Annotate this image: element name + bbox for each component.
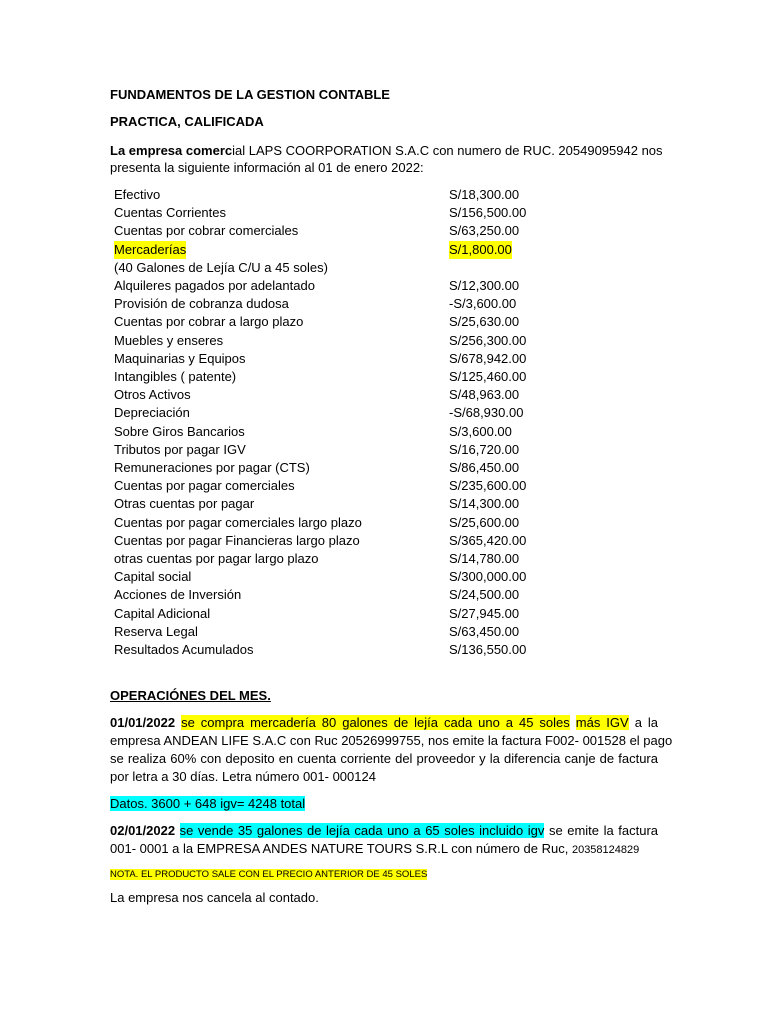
op1-date: 01/01/2022 [110, 715, 176, 730]
op2-line-2-text: 001- 0001 a la EMPRESA ANDES NATURE TOURS S.R.L con número de Ruc, [110, 841, 569, 856]
account-name: Otros Activos [114, 387, 191, 403]
operation-1 [110, 714, 673, 786]
account-amount: S/24,500.00 [449, 587, 520, 603]
intro-bold: La empresa comerc [110, 143, 233, 158]
account-name: Cuentas por cobrar a largo plazo [114, 314, 304, 330]
account-row [114, 332, 544, 350]
op2-date: 02/01/2022 [110, 823, 176, 838]
account-name: Cuentas por pagar comerciales largo plazo [114, 514, 362, 530]
account-name: Sobre Giros Bancarios [114, 423, 245, 439]
account-name: Reserva Legal [114, 623, 198, 639]
account-name: Muebles y enseres [114, 332, 224, 348]
account-name: Alquileres pagados por adelantado [114, 278, 315, 293]
account-name: Remuneraciones por pagar (CTS) [114, 460, 310, 475]
account-amount: S/235,600.00 [449, 478, 527, 494]
op2-ruc: 20358124829 [571, 844, 640, 856]
account-amount: S/156,500.00 [449, 205, 527, 221]
account-row [114, 623, 544, 641]
account-row [114, 605, 544, 623]
account-name: Acciones de Inversión [114, 587, 242, 603]
account-name: Intangibles ( patente) [114, 369, 237, 384]
account-amount: S/16,720.00 [449, 441, 520, 457]
account-row [114, 313, 544, 331]
intro-line-2: presenta la siguiente información al 01 de enero 2022: [110, 160, 424, 175]
account-row [114, 295, 544, 313]
account-name: Tributos por pagar IGV [114, 441, 246, 457]
account-name: Cuentas por pagar Financieras largo plazo [114, 532, 360, 548]
account-row [114, 277, 544, 295]
account-name: Cuentas por pagar comerciales [114, 478, 295, 494]
account-row [114, 241, 544, 259]
account-row [114, 368, 544, 386]
account-amount: S/14,300.00 [449, 496, 520, 512]
account-amount: S/18,300.00 [449, 187, 520, 202]
account-amount: S/678,942.00 [449, 350, 527, 366]
account-amount: -S/68,930.00 [449, 405, 524, 421]
account-name: Cuentas por cobrar comerciales [114, 223, 299, 239]
op1-tail: a la [634, 715, 659, 730]
account-amount: S/256,300.00 [449, 332, 527, 348]
account-row [114, 641, 544, 659]
op1-highlight-purchase: se compra mercadería 80 galones de lejía cada uno a 45 soles [181, 715, 570, 730]
account-amount: S/25,600.00 [449, 514, 520, 530]
operations-heading: OPERACIÓNES DEL MES. [110, 688, 271, 703]
account-amount: S/1,800.00 [449, 241, 512, 257]
account-amount: S/27,945.00 [449, 605, 520, 621]
account-amount: S/86,450.00 [449, 460, 520, 475]
account-row [114, 423, 544, 441]
op2-nota [110, 866, 427, 882]
account-name: Cuentas Corrientes [114, 205, 226, 221]
intro-rest: ial LAPS COORPORATION S.A.C con numero de RUC. 20549095942 nos [232, 143, 663, 158]
account-row [114, 386, 544, 404]
op2-tail: se emite la factura [548, 823, 658, 838]
account-row [114, 441, 544, 459]
op2-highlight-sale: se vende 35 galones de lejía cada uno a 65 soles incluido igv [179, 823, 545, 838]
account-row [114, 459, 544, 477]
account-amount: S/63,250.00 [449, 223, 520, 239]
account-row [114, 404, 544, 422]
account-amount: S/25,630.00 [449, 314, 520, 330]
op2-line-2 [110, 840, 658, 859]
document-title: FUNDAMENTOS DE LA GESTION CONTABLE [110, 87, 390, 102]
op1-datos [110, 795, 305, 813]
account-amount: S/365,420.00 [449, 532, 527, 548]
op1-highlight-igv: más IGV [575, 715, 629, 730]
operation-2 [110, 822, 658, 859]
op1-datos-text: Datos. 3600 + 648 igv= 4248 total [110, 796, 306, 811]
document-subtitle: PRACTICA, CALIFICADA [110, 114, 264, 129]
account-amount: S/63,450.00 [449, 623, 520, 639]
op2-nota-text: NOTA. EL PRODUCTO SALE CON EL PRECIO ANTERIOR DE 45 SOLES [110, 869, 428, 880]
account-row [114, 586, 544, 604]
account-amount: S/125,460.00 [449, 369, 527, 384]
account-name: otras cuentas por pagar largo plazo [114, 551, 319, 566]
account-row [114, 477, 544, 495]
intro-paragraph [110, 142, 663, 176]
op1-line-2: empresa ANDEAN LIFE S.A.C con Ruc 20526999755, nos emite la factura F002- 001528 el pago [110, 733, 673, 748]
account-amount: S/300,000.00 [449, 569, 527, 585]
op2-closing: La empresa nos cancela al contado. [110, 890, 319, 905]
account-row [114, 204, 544, 222]
intro-line-1 [110, 142, 663, 159]
account-amount: S/48,963.00 [449, 387, 520, 403]
op1-line-3: se realiza 60% con deposito en cuenta corriente del proveedor y la diferencia canje de factura [110, 751, 658, 766]
account-amount: S/3,600.00 [449, 423, 512, 439]
account-amount: S/12,300.00 [449, 278, 520, 293]
account-name: Maquinarias y Equipos [114, 350, 246, 366]
op1-line-4: por letra a 30 días. Letra número 001- 000124 [110, 769, 376, 784]
account-row [114, 568, 544, 586]
account-row [114, 186, 544, 204]
account-row [114, 550, 544, 568]
op1-line-1 [110, 714, 658, 732]
account-row [114, 222, 544, 240]
account-name: Depreciación [114, 405, 190, 421]
account-name: Capital Adicional [114, 605, 211, 621]
account-row [114, 259, 544, 277]
account-name: (40 Galones de Lejía C/U a 45 soles) [114, 259, 328, 275]
account-amount: -S/3,600.00 [449, 296, 517, 312]
account-name: Mercaderías [114, 241, 187, 257]
op2-line-1 [110, 822, 658, 840]
account-row [114, 350, 544, 368]
account-amount: S/136,550.00 [449, 642, 527, 657]
account-row [114, 495, 544, 513]
account-row [114, 514, 544, 532]
account-row [114, 532, 544, 550]
account-name: Capital social [114, 569, 192, 585]
account-name: Provisión de cobranza dudosa [114, 296, 289, 312]
account-name: Resultados Acumulados [114, 642, 254, 657]
account-amount: S/14,780.00 [449, 551, 520, 566]
account-name: Efectivo [114, 187, 161, 202]
account-name: Otras cuentas por pagar [114, 496, 255, 512]
